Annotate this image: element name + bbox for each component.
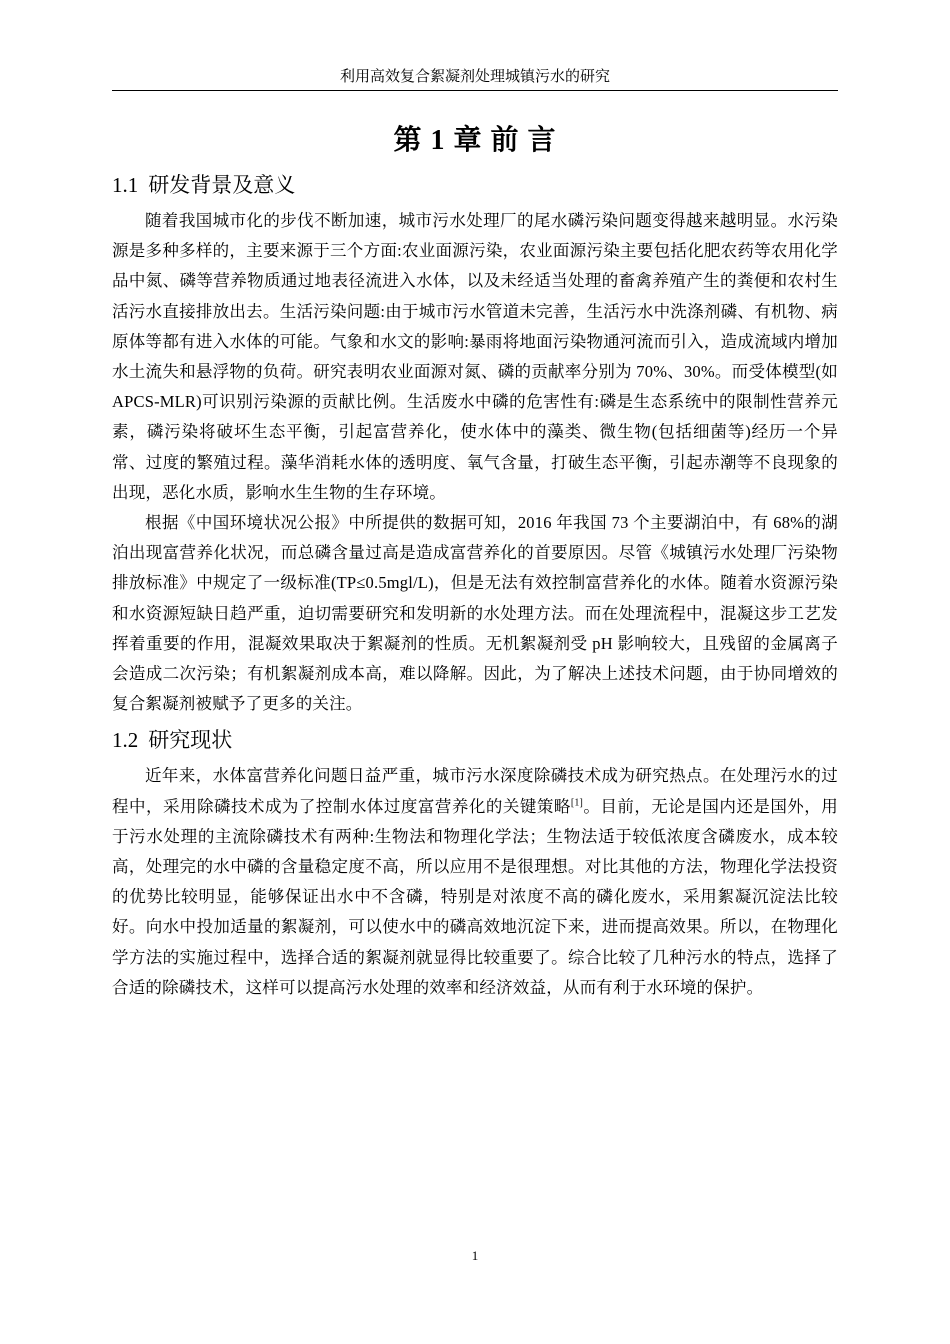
section-heading-1-1 <box>112 168 838 202</box>
section-heading-1-2 <box>112 723 838 757</box>
page-number: 1 <box>471 1248 479 1263</box>
section-number: 1.1 <box>112 173 139 197</box>
chapter-title: 第 1 章 前 言 <box>393 125 557 156</box>
section-title-text: 研究现状 <box>148 728 233 753</box>
paragraph <box>112 761 838 1003</box>
paragraph: 随着我国城市化的步伐不断加速，城市污水处理厂的尾水磷污染问题变得越来越明显。水污染源是多种多样的，主要来源于三个方面:农业面源污染，农业面源污染主要包括化肥农药等农用化学品中氮、磷等营养物质通过地表径流进入水体，以及未经适当处理的畜禽养殖产生的粪便和农村生活污水直接排放出去。生活污染问题:由于城市污水管道未完善，生活污水中洗涤剂磷、有机物、病原体等都有进入水体的可能。气象和水文的影响:暴雨将地面污染物通河流而引入，造成流域内增加水土流失和悬浮物的负荷。研究表明农业面源对氮、磷的贡献率分别为 70%、30%。而受体模型(如 APCS-MLR)可识别污染源的贡献比例。生活废水中磷的危害性有:磷是生态系统中的限制性营养元素，磷污染将破坏生态平衡，引起富营养化，使水体中的藻类、微生物(包括细菌等)经历一个异常、过度的繁殖过程。藻华消耗水体的透明度、氧气含量，打破生态平衡，引起赤潮等不良现象的出现，恶化水质，影响水生生物的生存环境。 <box>112 211 838 502</box>
running-header: 利用高效复合絮凝剂处理城镇污水的研究 <box>112 67 838 91</box>
section-number: 1.2 <box>112 728 139 753</box>
paragraph-text: 近年来，水体富营养化问题日益严重，城市污水深度除磷技术成为研究热点。在处理污水的过程中，采用除磷技术成为了控制水体过度富营养化的关键策略 <box>112 766 838 816</box>
section-title-text: 研发背景及意义 <box>148 173 296 197</box>
citation-marker[interactable]: [1] <box>570 797 584 809</box>
page-body <box>112 117 838 1003</box>
paragraph: 根据《中国环境状况公报》中所提供的数据可知，2016 年我国 73 个主要湖泊中，有 68%的湖泊出现富营养化状况，而总磷含量过高是造成富营养化的首要原因。尽管《城镇污水处理厂污染物排放标准》中规定了一级标准(TP≤0.5mgl/L)，但是无法有效控制富营养化的水体。随着水资源污染和水资源短缺日趋严重，迫切需要研究和发明新的水处理方法。而在处理流程中，混凝这步工艺发挥着重要的作用，混凝效果取决于絮凝剂的性质。无机絮凝剂受 pH 影响较大，且残留的金属离子会造成二次污染；有机絮凝剂成本高，难以降解。因此，为了解决上述技术问题，由于协同增效的复合絮凝剂被赋予了更多的关注。 <box>112 513 838 714</box>
paragraph-text: 。目前，无论是国内还是国外，用于污水处理的主流除磷技术有两种:生物法和物理化学法；生物法适于较低浓度含磷废水，成本较高，处理完的水中磷的含量稳定度不高，所以应用不是很理想。对比其他的方法，物理化学法投资的优势比较明显，能够保证出水中不含磷，特别是对浓度不高的磷化废水，采用絮凝沉淀法比较好。向水中投加适量的絮凝剂，可以使水中的磷高效地沉淀下来，进而提高效果。所以，在物理化学方法的实施过程中，选择合适的絮凝剂就显得比较重要了。综合比较了几种污水的特点，选择了合适的除磷技术，这样可以提高污水处理的效率和经济效益，从而有利于水环境的保护。 <box>112 796 838 997</box>
